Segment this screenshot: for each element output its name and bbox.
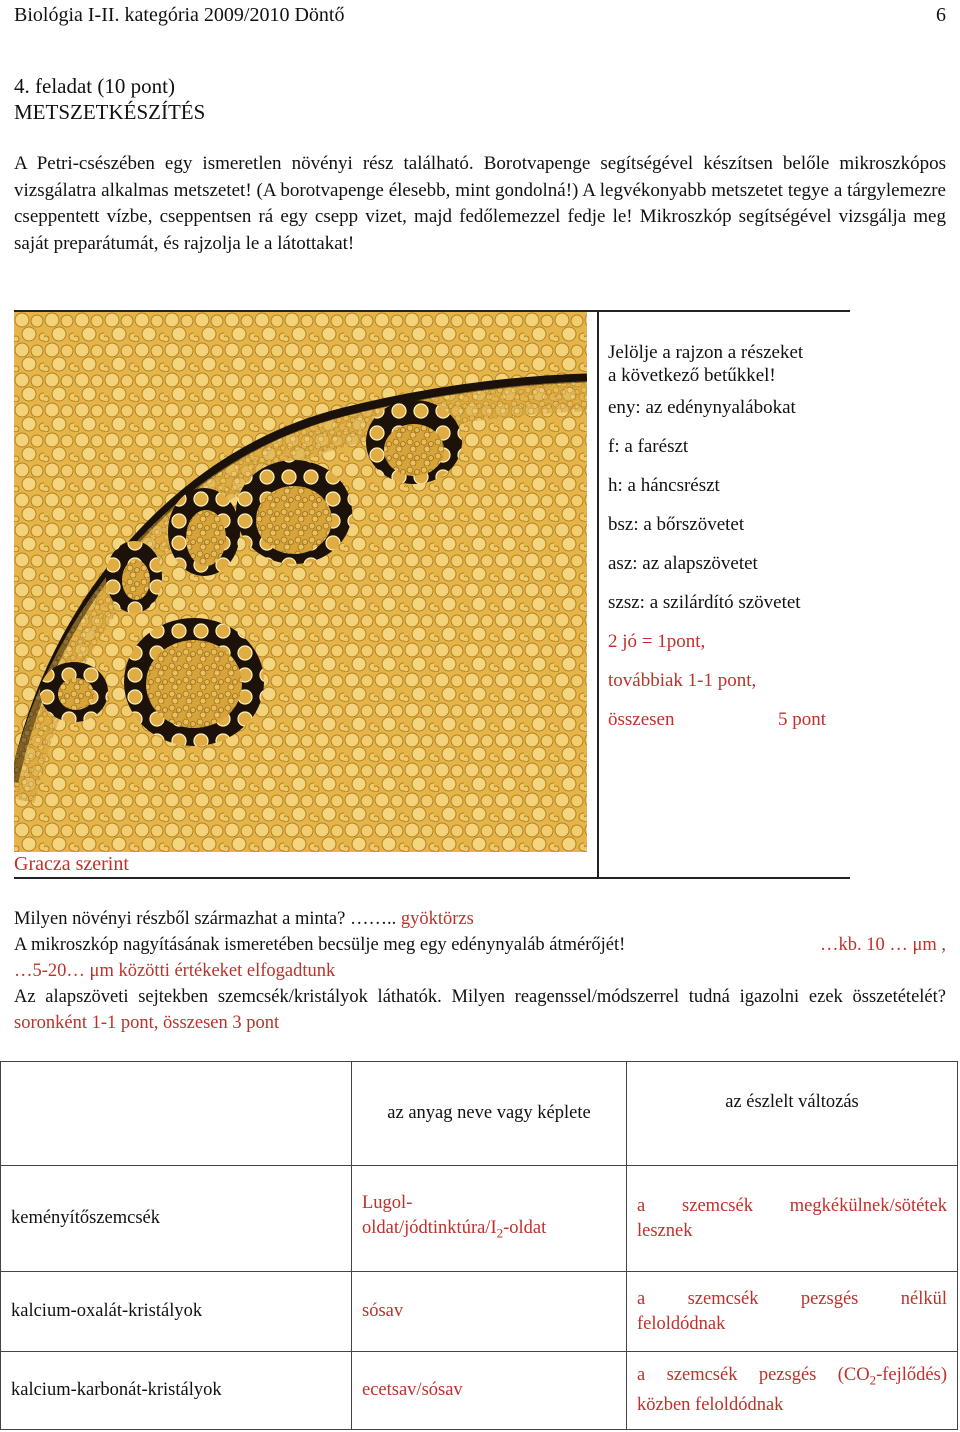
question-text: A mikroszkóp nagyításának ismeretében becsülje meg egy edénynyaláb átmérőjét! [14,935,626,955]
answer-dots: …….. [349,909,397,929]
legend-text: a szilárdító szövetet [649,592,801,613]
legend-text: a bőrszövetet [643,514,745,535]
cell-line: a szemcsék pezsgés nélkül [637,1288,947,1309]
task-instructions: A Petri-csészében egy ismeretlen növényi rész található. Borotvapenge segítségével készítsen belőle mikroszkópos vizsgálatra alkalmas metszetet! (A borotvapenge élesebb, mint gondolná!) A legvékonyabb metszetet tegye a tárgylemezre cseppentett vízbe, cseppentsen rá egy csepp vizet, majd fedőlemezzel fedje le! Mikroszkóp segítségével vizsgálja meg saját preparátumát, és rajzolja le a látottakat! [14,153,946,254]
question-text: Az alapszöveti sejtekben szemcsék/kristályok láthatók. Milyen reagenssel/módszerrel tudná igazolni ezek összetételét? [14,987,946,1007]
legend-key: eny: [608,397,641,418]
reagent-table [0,1061,958,1430]
legend-item [608,590,848,616]
table-header-cell: az észlelt változás [627,1062,958,1166]
answer-note: …5-20… μm közötti értékeket elfogadtunk [14,961,336,981]
table-cell: sósav [352,1272,627,1352]
table-cell [352,1166,627,1272]
table-header-cell [1,1062,352,1166]
legend-text: a háncsrészt [627,475,720,496]
legend-text: az alapszövetet [642,553,758,574]
table-cell: keményítőszemcsék [1,1166,352,1272]
scoring-line: továbbiak 1-1 pont, [608,670,757,691]
table-cell: kalcium-oxalát-kristályok [1,1272,352,1352]
table-header-row [1,1062,958,1166]
legend-key: asz: [608,553,638,574]
header-title: Biológia I-II. kategória 2009/2010 Döntő [14,4,345,26]
cell-subscript: 2 [869,1372,877,1388]
figure-bottom-border [14,877,850,879]
cell-line [637,1363,947,1393]
cell-line: feloldódnak [637,1313,726,1334]
figure-divider [597,310,599,878]
cell-text: -oldat [503,1218,547,1239]
vascular-bundle [106,541,162,613]
scoring-total-value: 5 pont [778,709,827,730]
table-cell: ecetsav/sósav [352,1352,627,1430]
table-header-cell: az anyag neve vagy képlete [352,1062,627,1166]
cell-text: a szemcsék pezsgés (CO [637,1365,870,1386]
legend-text: az edénynyalábokat [645,397,796,418]
task-title [14,73,205,125]
question-3 [14,984,946,1036]
page-header [14,4,946,32]
question-text: Milyen növényi részből származhat a minta? [14,909,350,929]
scoring-total-label: összesen [608,709,675,730]
question-1 [14,906,946,932]
table-cell: kalcium-karbonát-kristályok [1,1352,352,1430]
legend-item [608,512,848,538]
table-row [1,1352,958,1430]
table-cell [627,1166,958,1272]
cell-text: oldat/jódtinktúra/I [362,1218,497,1239]
question-2 [14,932,946,958]
vascular-bundle [168,488,240,576]
cell-line: a szemcsék megkékülnek/sötétek [637,1195,947,1216]
micrograph-image [14,312,587,852]
legend-intro-line: Jelölje a rajzon a részeket [608,342,804,363]
answer-text: …kb. 10 … μm , [819,935,946,955]
cell-line: közben feloldódnak [637,1394,784,1415]
vascular-bundle [366,400,462,484]
figure-caption: Gracza szerint [14,853,129,875]
cell-line: lesznek [637,1220,693,1241]
vascular-bundle [40,662,108,722]
legend-intro [608,340,848,386]
cell-line: Lugol- [362,1193,413,1214]
questions-block [14,906,946,1036]
legend-intro-line: a következő betűkkel! [608,365,776,386]
legend-key: h: [608,475,623,496]
cell-text: -fejlődés) [876,1365,947,1386]
legend-key: bsz: [608,514,639,535]
legend-key: f: [608,436,620,457]
answer-text: gyöktörzs [396,909,474,929]
legend-text: a farészt [624,436,689,457]
scoring-line: 2 jó = 1pont, [608,631,706,652]
cell-subscript: 2 [496,1225,504,1241]
legend-item [608,473,848,499]
cell-line [362,1216,616,1246]
legend-item [608,395,848,421]
task-points: 4. feladat (10 pont) [14,74,175,98]
task-name: METSZETKÉSZÍTÉS [14,100,206,124]
vascular-bundle [236,460,352,564]
legend-item [608,551,848,577]
table-cell [627,1272,958,1352]
legend-item [608,434,848,460]
legend-key: szsz: [608,592,645,613]
table-cell [627,1352,958,1430]
page-number: 6 [936,4,946,26]
vascular-bundle [124,618,264,746]
answer-text: soronként 1-1 pont, összesen 3 pont [14,1013,280,1033]
table-row [1,1166,958,1272]
table-row [1,1272,958,1352]
scoring-total [608,707,848,733]
legend-panel [608,340,848,733]
